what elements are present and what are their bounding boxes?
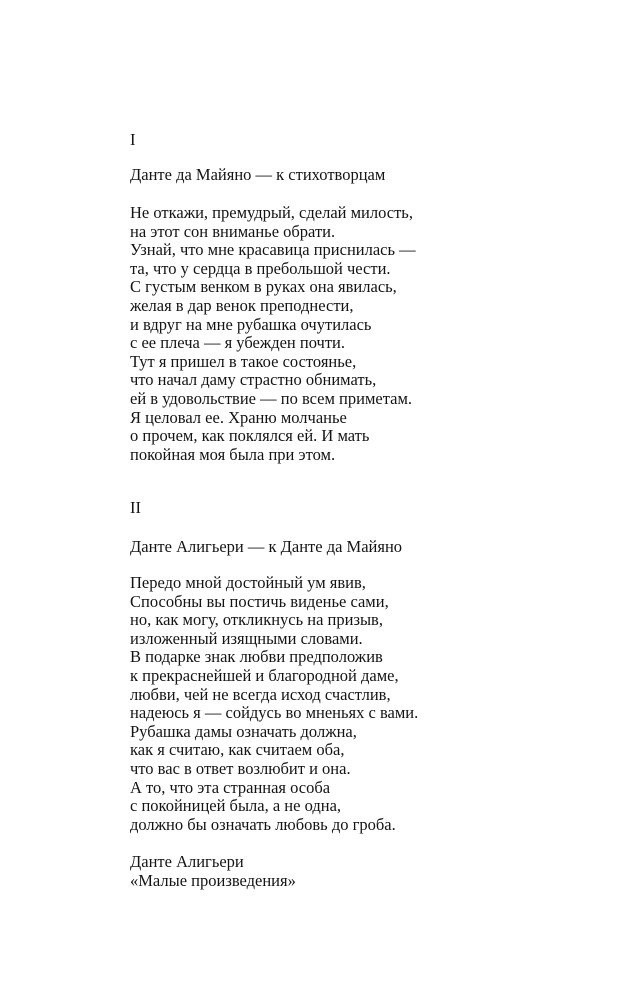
signature-author: Данте Алигьери — [130, 852, 244, 871]
poem-line: желая в дар венок преподнести, — [130, 295, 354, 315]
poem-line: с покойницей была, а не одна, — [130, 796, 342, 816]
poem-line: В подарке знак любви предположив — [130, 647, 383, 667]
poem-line: но, как могу, откликнусь на призыв, — [130, 610, 383, 630]
poem-line: и вдруг на мне рубашка очутилась — [130, 314, 372, 334]
poem-line: Не откажи, премудрый, сделай милость, — [130, 203, 413, 222]
poem-line: Тут я пришел в такое состоянье, — [130, 351, 357, 371]
poem-line: С густым венком в руках она явилась, — [130, 277, 397, 297]
sonnet-text — [130, 574, 418, 834]
poem-line: Узнай, что мне красавица приснилась — — [130, 240, 416, 260]
poem-line: А то, что эта странная особа — [130, 777, 331, 797]
poem-line: о прочем, как поклялся ей. И мать — [130, 426, 370, 446]
section-numeral: I — [130, 130, 136, 149]
poem-line: та, что у сердца в пребольшой чести. — [130, 258, 391, 278]
poem-line: на этот сон вниманье обрати. — [130, 221, 336, 241]
poem-line: любви, чей не всегда исход счастлив, — [130, 684, 391, 704]
section-numeral: II — [130, 498, 141, 517]
poem-line: как я считаю, как считаем оба, — [130, 740, 345, 760]
poem-line: Я целовал ее. Храню молчанье — [130, 407, 347, 427]
poem-line: что вас в ответ возлюбит и она. — [130, 758, 351, 778]
poem-line: что начал даму страстно обнимать, — [130, 370, 377, 390]
poem-line: Рубашка дамы означать должна, — [130, 721, 357, 741]
sonnet-text — [130, 204, 416, 464]
poem-line: с ее плеча — я убежден почти. — [130, 333, 346, 353]
poem-line: надеюсь я — сойдусь во мненьях с вами. — [130, 703, 419, 723]
poem-line: ей в удовольствие — по всем приметам. — [130, 388, 413, 408]
poem-line: Способны вы постичь виденье сами, — [130, 591, 389, 611]
poem-line: Передо мной достойный ум явив, — [130, 573, 366, 592]
sonnet-heading: Данте да Майяно — к стихотворцам — [130, 165, 386, 184]
poem-line: должно бы означать любовь до гроба. — [130, 814, 396, 834]
signature-work-title: «Малые произведения» — [130, 871, 296, 890]
poem-line: к прекраснейшей и благородной даме, — [130, 665, 399, 685]
poem-line: изложенный изящными словами. — [130, 628, 363, 648]
sonnet-heading: Данте Алигьери — к Данте да Майяно — [130, 537, 403, 556]
poem-line: покойная моя была при этом. — [130, 444, 336, 464]
